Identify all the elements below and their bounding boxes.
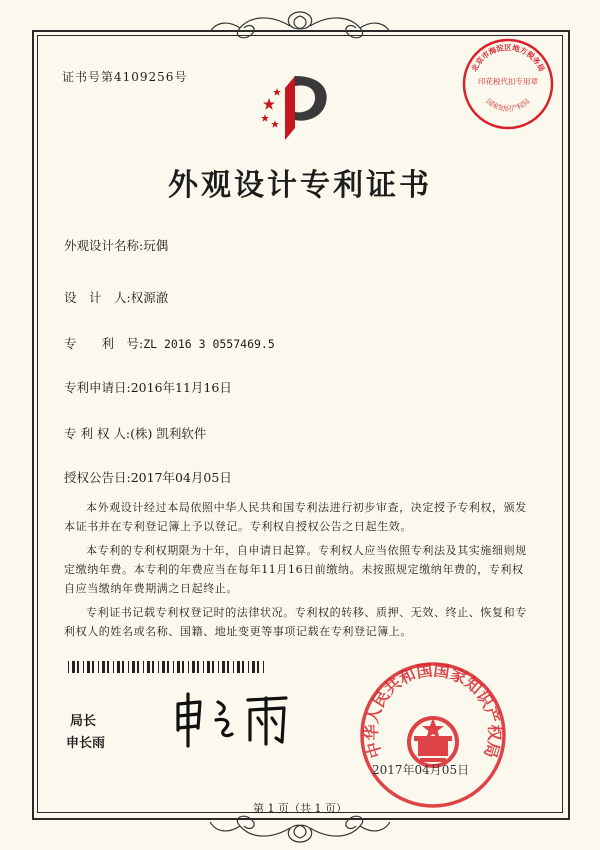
- bottom-ornament-icon: [200, 812, 400, 848]
- field-label: 专 利 号:: [64, 336, 144, 351]
- issue-date: 2017年04月05日: [372, 763, 470, 777]
- tax-stamp-inner-text: 印花税代扣专用章: [478, 77, 538, 86]
- field-label: 设 计 人:: [64, 290, 131, 305]
- field-label: 专 利 权 人:: [64, 426, 131, 441]
- director-name: 申长雨: [66, 736, 106, 751]
- body-paragraph: 本专利的专利权期限为十年，自申请日起算。专利权人应当依照专利法及其实施细则规定缴纳年费。本专利的年费应当在每年11月16日前缴纳。未按照规定缴纳年费的，专利权自应当缴纳年费期满之日起终止。: [64, 544, 527, 595]
- certificate-number: 证书号第4109256号: [62, 70, 188, 84]
- seal-arc-text: 中华人民共和国国家知识产权局: [361, 660, 505, 761]
- field-design-name: [64, 236, 168, 254]
- national-emblem-icon: [409, 718, 457, 766]
- field-value: ZL 2016 3 0557469.5: [143, 337, 275, 351]
- field-label: 外观设计名称:: [64, 238, 144, 253]
- body-paragraph: 本外观设计经过本局依照中华人民共和国专利法进行初步审查，决定授予专利权，颁发本证书并在专利登记簿上予以登记。专利权自授权公告之日起生效。: [64, 501, 527, 533]
- field-patentee: [64, 424, 206, 442]
- director-role: 局长: [70, 714, 97, 729]
- certificate-title: 外观设计专利证书: [168, 168, 432, 203]
- page-footer: 第 1 页（共 1 页）: [253, 802, 347, 815]
- national-ip-office-seal-icon: [358, 660, 508, 810]
- certificate-body-text: [64, 498, 534, 646]
- field-application-date: [64, 378, 232, 396]
- field-value: 权源澈: [130, 290, 169, 305]
- body-paragraph: 专利证书记载专利权登记时的法律状况。专利权的转移、质押、无效、终止、恢复和专利权人的姓名或名称、国籍、地址变更等事项记载在专利登记簿上。: [64, 606, 527, 638]
- tax-stamp-seal-icon: [460, 36, 556, 132]
- field-label: 专利申请日:: [64, 380, 131, 395]
- director-signature-icon: [170, 690, 300, 750]
- field-value: 玩偶: [143, 238, 169, 253]
- field-value: (株) 凯利软件: [130, 426, 207, 441]
- barcode-icon: [68, 661, 268, 673]
- tax-stamp-bottom-text: 国家知识产权局: [484, 97, 532, 114]
- field-value: 2016年11月16日: [130, 380, 232, 395]
- patent-office-logo-icon: [255, 68, 335, 148]
- field-patent-number: [64, 334, 275, 352]
- field-grant-date: [64, 468, 232, 486]
- tax-stamp-top-text: 北京市海淀区地方税务局: [469, 43, 547, 74]
- field-label: 授权公告日:: [64, 470, 131, 485]
- field-designer: [64, 288, 168, 306]
- field-value: 2017年04月05日: [130, 470, 232, 485]
- top-ornament-icon: [200, 6, 400, 44]
